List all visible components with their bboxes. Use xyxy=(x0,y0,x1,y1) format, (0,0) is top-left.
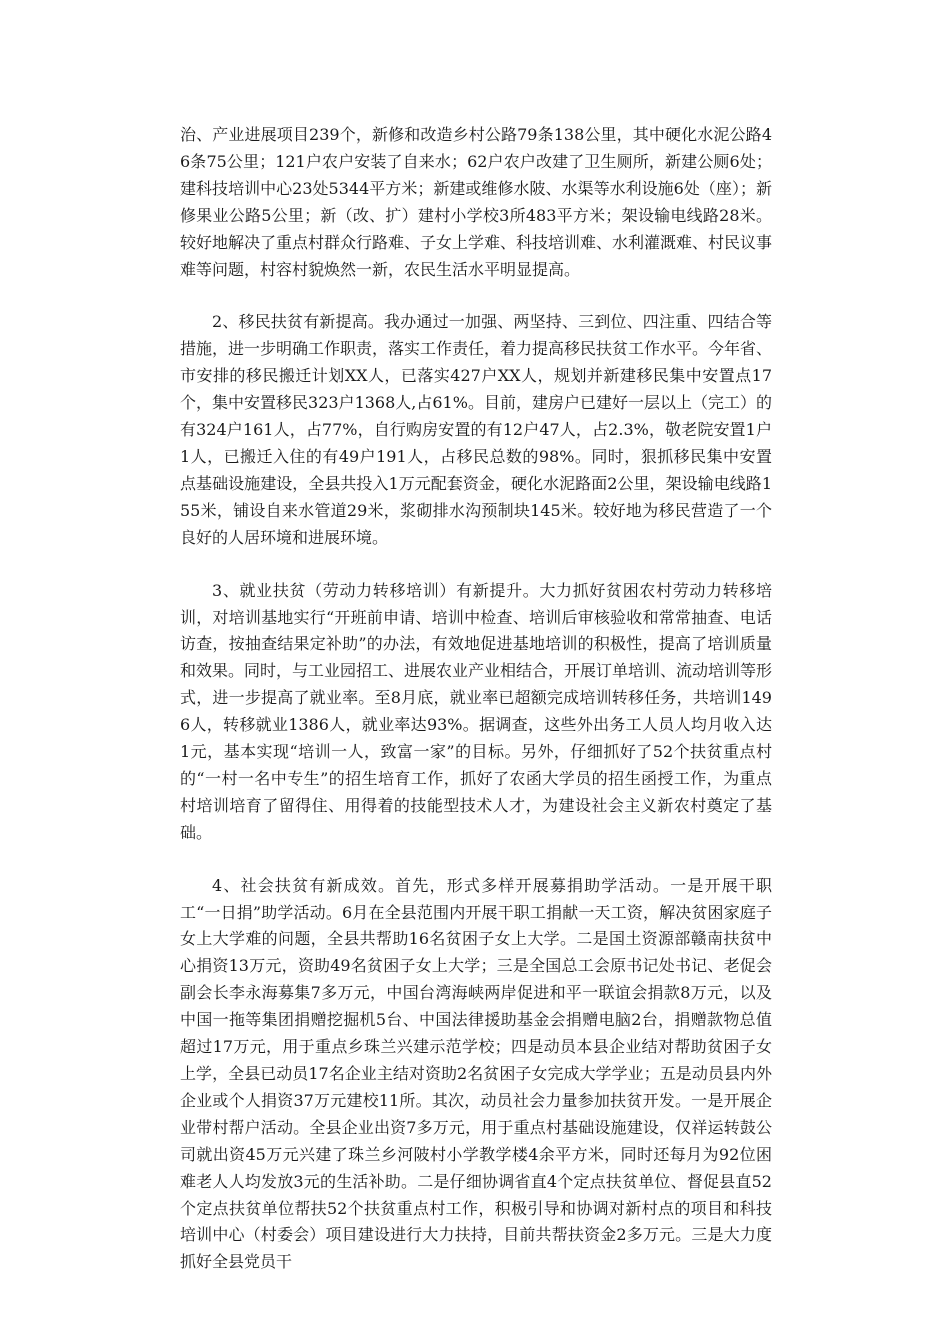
paragraph-2-resettlement: 2、移民扶贫有新提高。我办通过一加强、两坚持、三到位、四注重、四结合等措施，进一步明确工作职责，落实工作责任，着力提高移民扶贫工作水平。今年省、市安排的移民搬迁计划XX人，已落实427户XX人，规划并新建移民集中安置点17个，集中安置移民323户1368人,占61%。目前，建房户已建好一层以上（完工）的有324户161人，占77%，自行购房安置的有12户47人，占2.3%，敬老院安置1户1人，已搬迁入住的有49户191人，占移民总数的98%。同时，狠抓移民集中安置点基础设施建设，全县共投入1万元配套资金，硬化水泥路面2公里，架设输电线路155米，铺设自来水管道29米，浆砌排水沟预制块145米。较好地为移民营造了一个良好的人居环境和进展环境。 xyxy=(180,312,773,547)
paragraph-1-continuation: 治、产业进展项目239个，新修和改造乡村公路79条138公里，其中硬化水泥公路46条75公里；121户农户安装了自来水；62户农户改建了卫生厕所，新建公厕6处；建科技培训中心23处5344平方米；新建或维修水陂、水渠等水利设施6处（座）；新修果业公路5公里；新（改、扩）建村小学校3所483平方米；架设输电线路28米。较好地解决了重点村群众行路难、子女上学难、科技培训难、水利灌溉难、村民议事难等问题，村容村貌焕然一新，农民生活水平明显提高。 xyxy=(180,125,773,279)
document-body xyxy=(180,122,772,1302)
paragraph-4-social: 4、社会扶贫有新成效。首先，形式多样开展募捐助学活动。一是开展干职工“一日捐”助学活动。6月在全县范围内开展干职工捐献一天工资，解决贫困家庭子女上大学难的问题，全县共帮助16名贫困子女上大学。二是国土资源部赣南扶贫中心捐资13万元，资助49名贫困子女上大学；三是全国总工会原书记处书记、老促会副会长李永海募集7多万元，中国台湾海峡两岸促进和平一联谊会捐款8万元，以及中国一拖等集团捐赠挖掘机5台、中国法律援助基金会捐赠电脑2台，捐赠款物总值超过17万元，用于重点乡珠兰兴建示范学校；四是动员本县企业结对帮助贫困子女上学，全县已动员17名企业主结对资助2名贫困子女完成大学学业；五是动员县内外企业或个人捐资37万元建校11所。其次，动员社会力量参加扶贫开发。一是开展企业带村帮户活动。全县企业出资7多万元，用于重点村基础设施建设，仅祥运转鼓公司就出资45万元兴建了珠兰乡河陂村小学教学楼4余平方米，同时还每月为92位困难老人人均发放3元的生活补助。二是仔细协调省直4个定点扶贫单位、督促县直52个定点扶贫单位帮扶52个扶贫重点村工作，积极引导和协调对新村点的项目和科技培训中心（村委会）项目建设进行大力扶持，目前共帮扶资金2多万元。三是大力度抓好全县党员干 xyxy=(180,875,772,1272)
paragraph-3-employment: 3、就业扶贫（劳动力转移培训）有新提升。大力抓好贫困农村劳动力转移培训，对培训基地实行“开班前申请、培训中检查、培训后审核验收和常常抽查、电话访查，按抽查结果定补助”的办法，有效地促进基地培训的积极性，提高了培训质量和效果。同时，与工业园招工、进展农业产业相结合，开展订单培训、流动培训等形式，进一步提高了就业率。至8月底，就业率已超额完成培训转移任务，共培训1496人，转移就业1386人，就业率达93%。据调查，这些外出务工人员人均月收入达1元，基本实现“培训一人，致富一家”的目标。另外，仔细抓好了52个扶贫重点村的“一村一名中专生”的招生培育工作，抓好了农函大学员的招生函授工作，为重点村培训培育了留得住、用得着的技能型技术人才，为建设社会主义新农村奠定了基础。 xyxy=(180,580,773,842)
